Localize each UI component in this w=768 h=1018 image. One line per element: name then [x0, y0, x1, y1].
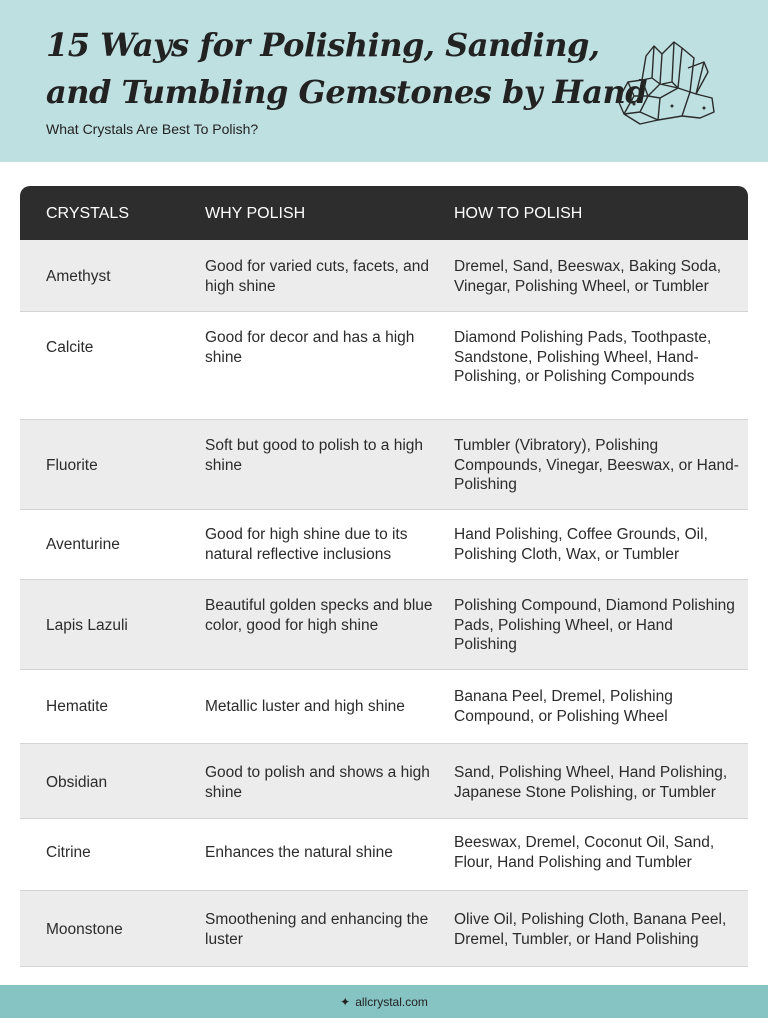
how-to-polish: Tumbler (Vibratory), Polishing Compounds, Vinegar, Beeswax, or Hand-Polishing — [454, 437, 739, 493]
table-row — [20, 744, 748, 819]
table-row — [20, 510, 748, 580]
why-polish: Soft but good to polish to a high shine — [205, 437, 424, 474]
table-header — [20, 186, 748, 240]
how-to-polish: Dremel, Sand, Beeswax, Baking Soda, Vinegar, Polishing Wheel, or Tumbler — [454, 258, 722, 295]
crystal-name: Calcite — [46, 339, 94, 356]
table-row — [20, 420, 748, 510]
footer-bar — [0, 985, 768, 1018]
how-to-polish: Banana Peel, Dremel, Polishing Compound, or Polishing Wheel — [454, 688, 673, 725]
table-row — [20, 312, 748, 420]
column-header-crystals: CRYSTALS — [46, 205, 129, 222]
crystal-name: Hematite — [46, 698, 109, 715]
table-row — [20, 891, 748, 967]
crystal-name: Citrine — [46, 844, 91, 861]
why-polish: Enhances the natural shine — [205, 844, 393, 861]
column-header-how-to-polish: HOW TO POLISH — [454, 205, 583, 222]
how-to-polish: Olive Oil, Polishing Cloth, Banana Peel, Dremel, Tumbler, or Hand Polishing — [454, 911, 727, 948]
header-banner — [0, 0, 768, 162]
crystal-name: Obsidian — [46, 774, 108, 791]
how-to-polish: Sand, Polishing Wheel, Hand Polishing, Japanese Stone Polishing, or Tumbler — [454, 764, 728, 801]
how-to-polish: Hand Polishing, Coffee Grounds, Oil, Polishing Cloth, Wax, or Tumbler — [454, 526, 708, 563]
how-to-polish: Diamond Polishing Pads, Toothpaste, Sandstone, Polishing Wheel, Hand-Polishing, or Polishing Compounds — [454, 329, 712, 385]
crystal-name: Moonstone — [46, 921, 123, 938]
page-title — [46, 22, 648, 116]
table-body — [20, 240, 748, 967]
why-polish: Beautiful golden specks and blue color, good for high shine — [205, 597, 433, 634]
column-header-why-polish: WHY POLISH — [205, 205, 306, 222]
why-polish: Good for high shine due to its natural reflective inclusions — [205, 526, 408, 563]
crystal-name: Aventurine — [46, 536, 120, 553]
table-row — [20, 580, 748, 670]
why-polish: Good for decor and has a high shine — [205, 329, 415, 366]
page-subtitle: What Crystals Are Best To Polish? — [46, 121, 259, 137]
crystal-name: Fluorite — [46, 457, 98, 474]
why-polish: Metallic luster and high shine — [205, 698, 405, 715]
crystals-table — [20, 186, 748, 967]
why-polish: Good for varied cuts, facets, and high shine — [205, 258, 430, 295]
footer-site-link[interactable]: allcrystal.com — [355, 994, 428, 1009]
title-line-2: and Tumbling Gemstones by Hand — [46, 73, 648, 111]
why-polish: Smoothening and enhancing the luster — [205, 911, 429, 948]
crystal-name: Lapis Lazuli — [46, 617, 128, 634]
crystal-cluster-icon — [612, 38, 722, 128]
table-row — [20, 670, 748, 744]
how-to-polish: Beeswax, Dremel, Coconut Oil, Sand, Flour, Hand Polishing and Tumbler — [454, 834, 715, 871]
crystal-name: Amethyst — [46, 268, 111, 285]
table-row — [20, 240, 748, 312]
table-row — [20, 819, 748, 891]
sparkle-icon: ✦ — [340, 994, 351, 1009]
title-line-1: 15 Ways for Polishing, Sanding, — [46, 26, 600, 64]
why-polish: Good to polish and shows a high shine — [205, 764, 430, 801]
how-to-polish: Polishing Compound, Diamond Polishing Pads, Polishing Wheel, or Hand Polishing — [454, 597, 735, 653]
